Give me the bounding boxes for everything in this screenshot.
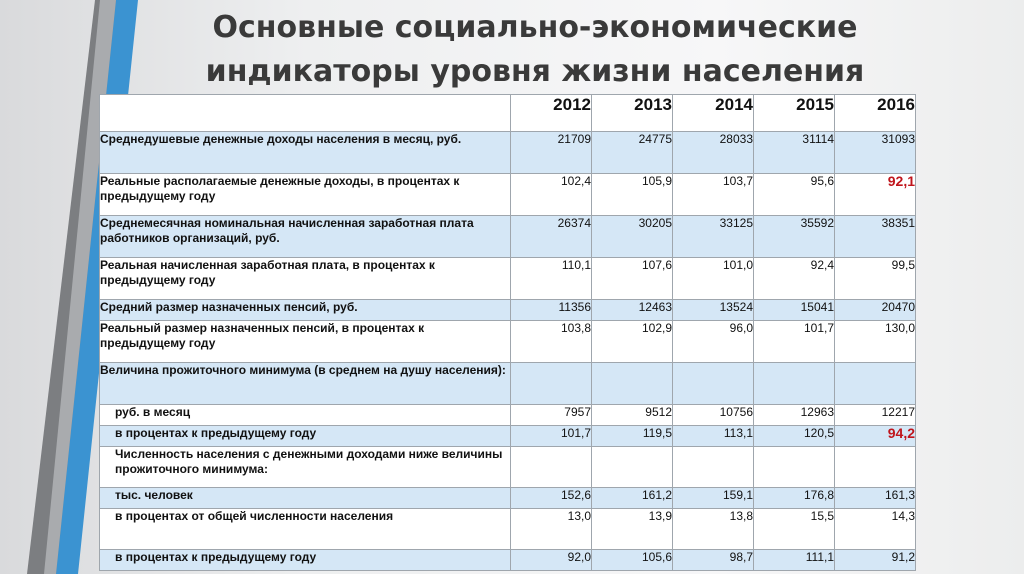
value-cell: 9512 [592, 405, 673, 426]
value-cell: 95,6 [754, 174, 835, 216]
table-row [100, 216, 916, 258]
value-cell-highlighted: 94,2 [835, 426, 916, 447]
value-cell: 103,8 [511, 321, 592, 363]
value-cell: 31093 [835, 132, 916, 174]
value-cell-highlighted: 92,1 [835, 174, 916, 216]
value-cell: 28033 [673, 132, 754, 174]
value-cell: 176,8 [754, 488, 835, 509]
year-header: 2015 [754, 95, 835, 132]
table-row [100, 174, 916, 216]
value-cell: 12963 [754, 405, 835, 426]
indicators-table [99, 94, 916, 571]
value-cell: 38351 [835, 216, 916, 258]
value-cell: 110,1 [511, 258, 592, 300]
row-label: Численность населения с денежными доходами ниже величины прожиточного минимума: [100, 447, 511, 488]
value-cell: 111,1 [754, 550, 835, 571]
value-cell [592, 447, 673, 488]
row-label: в процентах к предыдущему году [100, 550, 511, 571]
value-cell: 24775 [592, 132, 673, 174]
table-row [100, 509, 916, 550]
value-cell: 13,9 [592, 509, 673, 550]
value-cell: 35592 [754, 216, 835, 258]
value-cell: 152,6 [511, 488, 592, 509]
row-label: руб. в месяц [100, 405, 511, 426]
year-header: 2014 [673, 95, 754, 132]
value-cell: 14,3 [835, 509, 916, 550]
value-cell: 101,7 [511, 426, 592, 447]
value-cell [754, 447, 835, 488]
value-cell: 13,8 [673, 509, 754, 550]
value-cell: 12217 [835, 405, 916, 426]
year-header: 2016 [835, 95, 916, 132]
value-cell: 101,7 [754, 321, 835, 363]
value-cell [511, 447, 592, 488]
page-title: Основные социально-экономические индикаторы уровня жизни населения [205, 10, 865, 89]
table-row [100, 550, 916, 571]
value-cell: 91,2 [835, 550, 916, 571]
value-cell: 10756 [673, 405, 754, 426]
value-cell: 96,0 [673, 321, 754, 363]
row-label: Реальный размер назначенных пенсий, в процентах к предыдущему году [100, 321, 511, 363]
value-cell: 161,2 [592, 488, 673, 509]
table-row [100, 363, 916, 405]
row-label: Величина прожиточного минимума (в среднем на душу населения): [100, 363, 511, 405]
value-cell: 20470 [835, 300, 916, 321]
value-cell [835, 447, 916, 488]
value-cell: 21709 [511, 132, 592, 174]
value-cell: 92,4 [754, 258, 835, 300]
value-cell: 11356 [511, 300, 592, 321]
row-label: в процентах от общей численности населения [100, 509, 511, 550]
row-label: Реальные располагаемые денежные доходы, в процентах к предыдущему году [100, 174, 511, 216]
table-row [100, 258, 916, 300]
header-corner-cell [100, 95, 511, 132]
value-cell: 130,0 [835, 321, 916, 363]
row-label: в процентах к предыдущему году [100, 426, 511, 447]
value-cell: 30205 [592, 216, 673, 258]
value-cell: 161,3 [835, 488, 916, 509]
value-cell [835, 363, 916, 405]
value-cell: 102,4 [511, 174, 592, 216]
row-label: тыс. человек [100, 488, 511, 509]
value-cell: 33125 [673, 216, 754, 258]
value-cell: 13524 [673, 300, 754, 321]
value-cell: 105,6 [592, 550, 673, 571]
value-cell [673, 363, 754, 405]
table-row [100, 447, 916, 488]
table-row [100, 321, 916, 363]
value-cell: 103,7 [673, 174, 754, 216]
table-row [100, 132, 916, 174]
value-cell: 102,9 [592, 321, 673, 363]
value-cell [592, 363, 673, 405]
value-cell: 31114 [754, 132, 835, 174]
value-cell: 159,1 [673, 488, 754, 509]
value-cell: 120,5 [754, 426, 835, 447]
value-cell: 7957 [511, 405, 592, 426]
table-row [100, 488, 916, 509]
table-header-row [100, 95, 916, 132]
value-cell: 119,5 [592, 426, 673, 447]
value-cell: 107,6 [592, 258, 673, 300]
value-cell [754, 363, 835, 405]
row-label: Реальная начисленная заработная плата, в процентах к предыдущему году [100, 258, 511, 300]
value-cell [673, 447, 754, 488]
row-label: Среднедушевые денежные доходы населения в месяц, руб. [100, 132, 511, 174]
row-label: Средний размер назначенных пенсий, руб. [100, 300, 511, 321]
value-cell [511, 363, 592, 405]
value-cell: 13,0 [511, 509, 592, 550]
row-label: Среднемесячная номинальная начисленная заработная плата работников организаций, руб. [100, 216, 511, 258]
value-cell: 113,1 [673, 426, 754, 447]
table-row [100, 426, 916, 447]
value-cell: 99,5 [835, 258, 916, 300]
year-header: 2012 [511, 95, 592, 132]
year-header: 2013 [592, 95, 673, 132]
table-row [100, 300, 916, 321]
value-cell: 26374 [511, 216, 592, 258]
value-cell: 98,7 [673, 550, 754, 571]
table-row [100, 405, 916, 426]
value-cell: 101,0 [673, 258, 754, 300]
value-cell: 15,5 [754, 509, 835, 550]
value-cell: 105,9 [592, 174, 673, 216]
value-cell: 12463 [592, 300, 673, 321]
value-cell: 15041 [754, 300, 835, 321]
value-cell: 92,0 [511, 550, 592, 571]
